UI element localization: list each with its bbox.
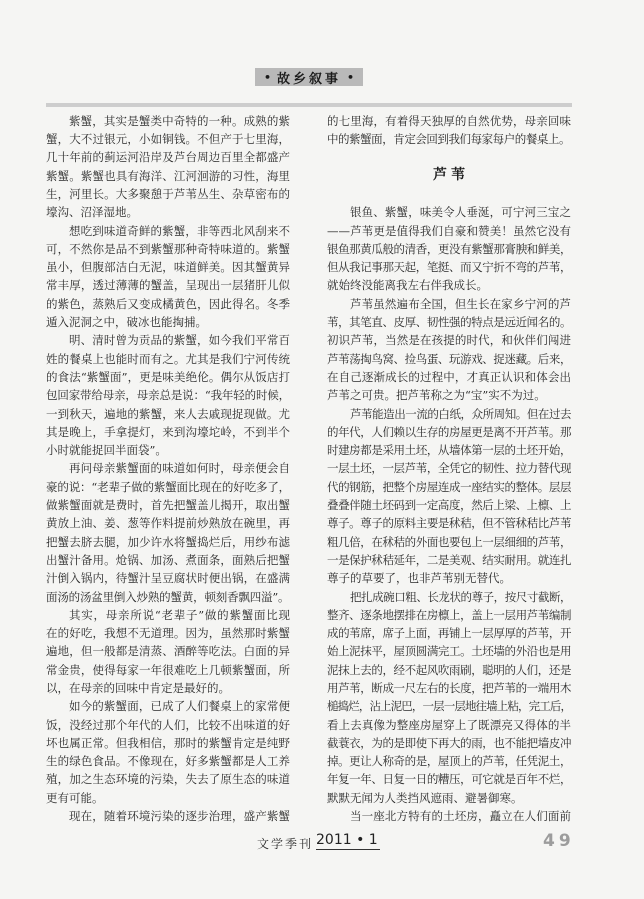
text-line: 泥抹上去的，经不起风吹雨刷，聪明的人们，还是 — [327, 662, 571, 677]
text-line: 年复一年、日复一日的糟压，可它就是百年不烂， — [327, 772, 571, 787]
text-line: 紫蟹。紫蟹也具有海洋、江河洄游的习性，海里 — [46, 168, 290, 183]
text-line: 更有可能。 — [46, 790, 104, 805]
text-line: 银鱼、紫蟹，味美令人垂涎，可宁河三宝之 — [350, 205, 571, 220]
text-line: 初识芦苇，当然是在孩提的时代，和伙伴们闯进 — [327, 333, 571, 348]
text-line: 苇，其笔直、皮厚、韧性强的特点是远近闻名的。 — [327, 315, 571, 330]
paragraph — [46, 331, 290, 459]
text-line: 黄放上油、姜、葱等作料提前炒熟放在碗里，再 — [46, 516, 290, 531]
paragraph — [327, 588, 571, 808]
text-line: 的七里海，有着得天独厚的自然优势，母亲回味 — [327, 113, 571, 128]
text-line: 把蟹去脐去腿，加少许水将蟹捣烂后，用纱布滤 — [46, 534, 290, 549]
text-line: 时建房都是采用土坯，从墙体第一层的土坯开始， — [327, 443, 571, 458]
text-line: 壕沟、沼泽湿地。 — [46, 205, 138, 220]
text-line: 但从我记事那天起，笔挺、而又宁折不弯的芦苇， — [327, 260, 571, 275]
text-line: 尊子。尊子的原料主要是秫秸，但不管秫秸比芦苇 — [327, 516, 571, 531]
text-line: 现在，随着环境污染的逐步治理，盛产紫蟹 — [69, 809, 290, 824]
text-line: 几十年前的蓟运河沿岸及芦台周边百里全都盛产 — [46, 150, 290, 165]
bullet-right: • — [347, 70, 355, 84]
text-line: 如今的紫蟹面，已成了人们餐桌上的家常便 — [69, 699, 290, 714]
text-line: 粗几倍，在秫秸的外面也要包上一层细细的芦苇， — [327, 534, 571, 549]
text-line: ——芦苇更是值得我们自豪和赞美！虽然它没有 — [327, 223, 571, 238]
text-line: 殖，加之生态环境的污染，失去了原生态的味道 — [46, 772, 290, 787]
section-heading: 芦苇 — [433, 167, 469, 184]
paragraph — [46, 606, 290, 697]
text-line: 芦苇荡掏鸟窝、捡鸟蛋、玩游戏、捉迷藏。后来， — [327, 351, 571, 366]
text-line: 蟹，大不过银元，小如铜钱。不但产于七里海， — [46, 132, 290, 147]
text-line: 默默无闻为人类挡风遮雨、避暑御寒。 — [327, 790, 523, 805]
bullet-left: • — [263, 70, 271, 84]
section-label: 故乡叙事 — [276, 71, 341, 87]
paragraph — [46, 807, 290, 825]
text-column-left — [46, 112, 290, 826]
text-line: 常丰厚，透过薄薄的蟹盖，呈现出一层猪肝儿似 — [46, 278, 290, 293]
text-line: 的食法“紫蟹面”，更是味美绝伦。偶尔从饭店打 — [46, 369, 290, 384]
text-line: 再问母亲紫蟹面的味道如何时，母亲便会自 — [69, 461, 290, 476]
text-line: 包回家带给母亲，母亲总是说：“我年轻的时候， — [46, 388, 290, 403]
text-line: 用芦苇，断成一尺左右的长度，把芦苇的一端用木 — [327, 681, 571, 695]
text-line: 芦苇能造出一流的白纸，众所周知。但在过去 — [350, 406, 571, 421]
text-line: 看上去真像为整座房屋穿上了既漂亮又得体的半 — [327, 717, 571, 732]
text-line: 饭，没经过那个年代的人们，比较不出味道的好 — [46, 717, 290, 732]
paragraph — [46, 222, 290, 332]
section-label-badge — [255, 68, 363, 86]
text-line: 出蟹汁备用。炝锅、加汤、煮面条，面熟后把蟹 — [46, 552, 290, 567]
text-line: 代的钢筋，把整个房屋连成一座结实的整体。层层 — [327, 479, 571, 494]
text-line: 一到秋天，遍地的紫蟹，来人去戚现捉现做。尤 — [46, 406, 290, 421]
text-line: 面汤的汤盆里倒入炒熟的蟹黄，顿刻香飘四溢”。 — [46, 589, 290, 604]
text-line: 在的好吃，我想不无道理。因为，虽然那时紫蟹 — [46, 626, 290, 641]
text-line: 姓的餐桌上也能时而有之。尤其是我们宁河传统 — [46, 351, 290, 366]
text-line: 在自己逐渐成长的过程中，才真正认识和体会出 — [327, 369, 571, 384]
text-line: 成的苇席，席子上面，再铺上一层厚厚的芦苇，开 — [327, 626, 571, 641]
paragraph — [327, 295, 571, 405]
text-line: 把扎成碗口粗、长龙状的尊子，按尺寸截断， — [350, 589, 571, 604]
text-line: 就始终没能离我左右伴我成长。 — [327, 278, 488, 293]
page-number: 49 — [543, 831, 575, 851]
text-line: 紫蟹，其实是蟹类中奇特的一种。成熟的紫 — [69, 113, 290, 128]
text-line: 当一座北方特有的土坯房，矗立在人们面前 — [350, 809, 571, 824]
text-line: 明、清时曾为贡品的紫蟹，如今我们平常百 — [69, 333, 290, 348]
paragraph — [327, 112, 571, 149]
text-line: 以，在母亲的回味中肯定是最好的。 — [46, 681, 230, 695]
text-line: 尊子的草要了，也非芦苇别无替代。 — [327, 571, 511, 586]
paragraph — [327, 405, 571, 588]
text-line: 一层土坯，一层芦苇，全凭它的韧性、拉力替代现 — [327, 461, 571, 476]
text-line: 中的紫蟹面，肯定会回到我们每家每户的餐桌上。 — [327, 132, 570, 147]
text-line: 始上泥抹平，屋顶圆满完工。土坯墙的外沿也是用 — [327, 644, 571, 659]
text-line: 常金贵，使得每家一年很难吃上几顿紫蟹面，所 — [46, 662, 290, 677]
text-line: 叠叠伴随土坯码到一定高度，然后上梁、上檩、上 — [327, 498, 571, 513]
text-line: 芦苇虽然遍布全国，但生长在家乡宁河的芦 — [350, 296, 571, 311]
text-line: 其实，母亲所说“老辈子”做的紫蟹面比现 — [69, 607, 290, 622]
text-line: 想吃到味道奇鲜的紫蟹，非等西北风刮来不 — [69, 223, 290, 238]
text-column-right — [327, 112, 571, 826]
text-line: 生，河里长。大多聚憩于芦苇丛生、杂草密布的 — [46, 186, 290, 201]
text-line: 银鱼那黄瓜般的清香，更没有紫蟹那膏腴和鲜美， — [327, 241, 571, 256]
header-rule — [46, 103, 572, 107]
text-line: 豪的说：“老辈子做的紫蟹面比现在的好吃多了， — [46, 479, 290, 494]
text-line: 其是晚上，手拿提灯，来到沟壕坨岭，不到半个 — [46, 424, 290, 439]
text-line: 遁入泥洞之中，破冰也能掏捕。 — [46, 315, 207, 330]
paragraph — [46, 697, 290, 807]
text-line: 可，不然你是品不到紫蟹那种奇特味道的。紫蟹 — [46, 241, 290, 256]
paragraph — [46, 459, 290, 605]
text-line: 掉。更让人称奇的是，屋顶上的芦苇，任凭泥土， — [327, 754, 571, 769]
paragraph — [327, 807, 571, 825]
text-line: 槌捣烂，沾上泥巴，一层一层地往墙上粘，完工后， — [327, 699, 571, 714]
text-line: 芦苇之可贵。把芦苇称之为“宝”实不为过。 — [327, 388, 546, 403]
paragraph — [46, 112, 290, 222]
text-line: 汁倒入锅内，待蟹汁呈豆腐状时便出锅，在盛满 — [46, 571, 290, 586]
text-line: 整齐、逐条地摆排在房檩上，盖上一层用芦苇编制 — [327, 607, 571, 622]
text-line: 遍地，但一般都是清蒸、酒醉等吃法。白面的异 — [46, 644, 290, 659]
text-line: 虽小，但腹部洁白无泥，味道鲜美。因其蟹黄异 — [46, 260, 290, 275]
text-line: 做紫蟹面就是费时，首先把蟹盖儿揭开，取出蟹 — [46, 498, 290, 513]
text-line: 的年代，人们赖以生存的房屋更是离不开芦苇。那 — [327, 424, 571, 439]
text-line: 一是保护秫秸延年，二是美观、结实耐用。就连扎 — [327, 552, 571, 567]
text-line: 小时就能捉回半面袋”。 — [46, 443, 167, 458]
text-line: 截蓑衣，为的是即使下再大的雨，也不能把墙皮冲 — [327, 735, 571, 750]
footer-issue: 2011 • 1 — [316, 832, 378, 848]
text-line: 的紫色，蒸熟后又变成橘黄色，因此得名。冬季 — [46, 296, 290, 311]
paragraph — [327, 203, 571, 294]
footer-journal-name: 文学季刊 — [257, 837, 314, 851]
text-line: 生的绿色食品。不像现在，好多紫蟹都是人工养 — [46, 754, 290, 769]
text-line: 坏也属正常。但我相信，那时的紫蟹肯定是纯野 — [46, 735, 290, 750]
